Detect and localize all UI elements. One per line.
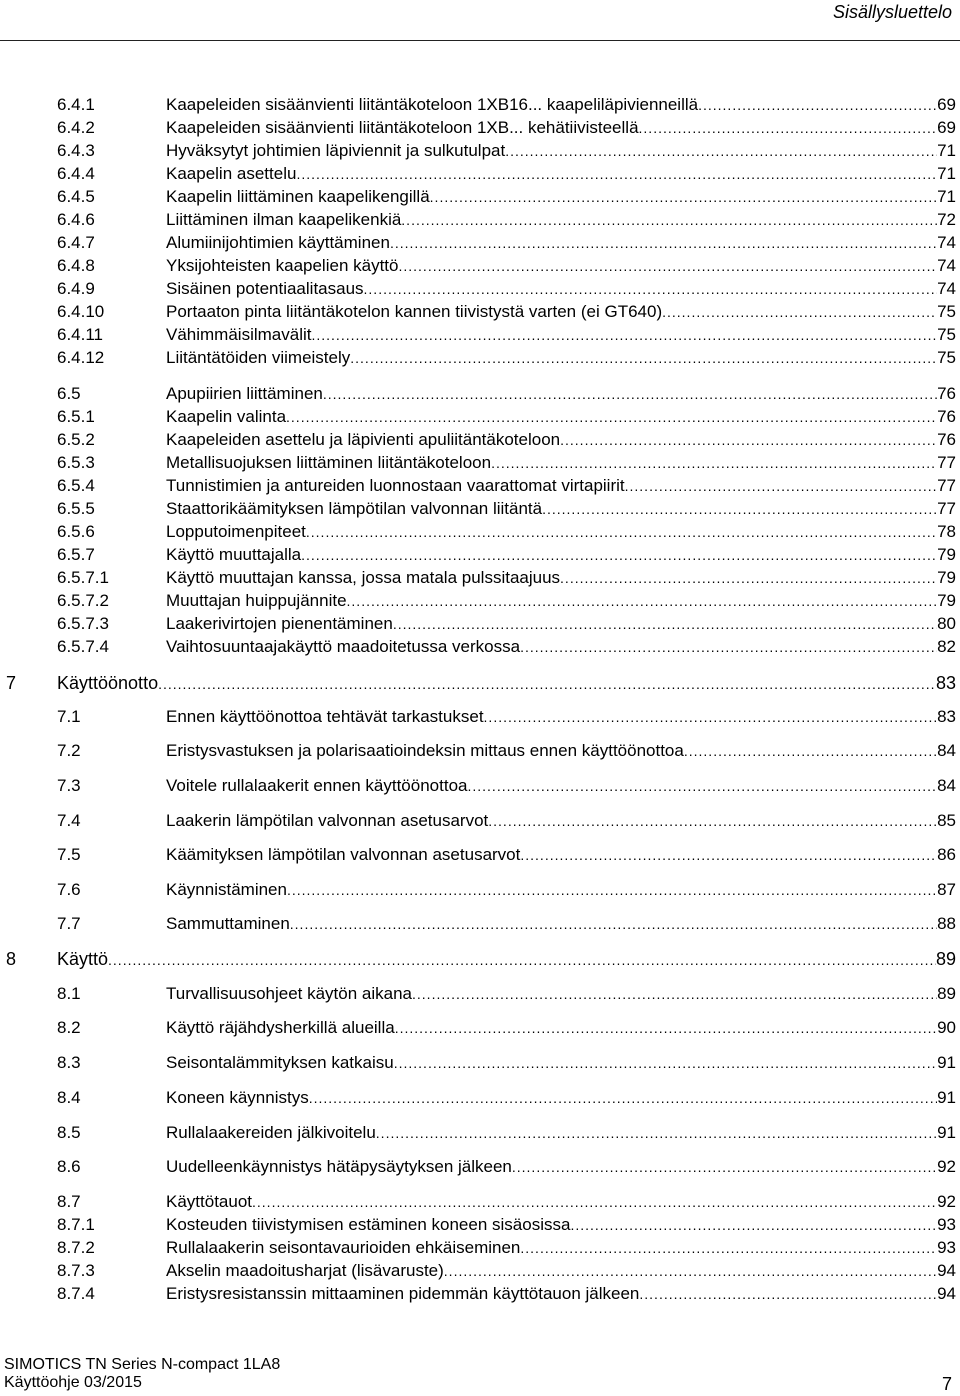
toc-entry-page: 71 xyxy=(937,187,956,206)
toc-dot-leader xyxy=(520,844,937,866)
toc-entry-title: Kaapelin valinta xyxy=(166,407,287,426)
toc-entry-number: 7.3 xyxy=(57,776,81,795)
toc-dot-leader xyxy=(625,475,937,497)
toc-entry-number: 6.4.8 xyxy=(57,256,95,275)
toc-entry-title: Käyttö xyxy=(57,949,109,969)
toc-dot-leader xyxy=(287,879,937,901)
toc-entry-number: 6.4.2 xyxy=(57,118,95,137)
toc-entry-page: 89 xyxy=(935,949,956,969)
toc-entry-title: Kaapeleiden sisäänvienti liitäntäkoteloon 1XB... kehätiivisteellä xyxy=(166,118,639,137)
toc-entry-number: 6.4.7 xyxy=(57,233,95,252)
toc-entry-page: 85 xyxy=(937,811,956,830)
toc-dot-leader xyxy=(570,1214,937,1236)
toc-entry-number: 7.5 xyxy=(57,845,81,864)
toc-entry-number: 7.4 xyxy=(57,811,81,830)
toc-entry[interactable] xyxy=(0,1017,960,1039)
toc-entry-title: Apupiirien liittäminen xyxy=(166,384,323,403)
toc-entry-page: 77 xyxy=(937,453,956,472)
toc-entry-page: 79 xyxy=(937,591,956,610)
toc-dot-leader xyxy=(158,673,936,695)
toc-entry-page: 89 xyxy=(937,984,956,1003)
toc-dot-leader xyxy=(444,1260,937,1282)
toc-entry[interactable] xyxy=(0,613,960,635)
toc-dot-leader xyxy=(296,163,937,185)
toc-entry-number: 6.5.7.4 xyxy=(57,637,109,656)
toc-entry-page: 76 xyxy=(937,407,956,426)
toc-dot-leader xyxy=(376,1122,937,1144)
toc-entry-title: Akselin maadoitusharjat (lisävaruste) xyxy=(166,1261,444,1280)
toc-dot-leader xyxy=(505,140,937,162)
toc-entry[interactable] xyxy=(0,278,960,300)
toc-entry-page: 91 xyxy=(937,1123,956,1142)
toc-entry-title: Eristysresistanssin mittaaminen pidemmän käyttötauon jälkeen xyxy=(166,1284,640,1303)
toc-dot-leader xyxy=(520,636,937,658)
toc-entry-page: 94 xyxy=(937,1261,956,1280)
toc-entry-number: 8.7.1 xyxy=(57,1215,95,1234)
toc-entry-page: 78 xyxy=(937,522,956,541)
toc-entry-page: 71 xyxy=(937,164,956,183)
toc-entry[interactable] xyxy=(0,1122,960,1144)
toc-entry-number: 6.5.1 xyxy=(57,407,95,426)
toc-entry-title: Vähimmäisilmavälit xyxy=(166,325,312,344)
toc-entry-title: Rullalaakerin seisontavaurioiden ehkäiseminen xyxy=(166,1238,521,1257)
toc-entry[interactable] xyxy=(0,636,960,658)
toc-dot-leader xyxy=(491,452,937,474)
toc-entry-page: 93 xyxy=(937,1215,956,1234)
toc-entry-title: Kaapelin asettelu xyxy=(166,164,297,183)
toc-entry-page: 80 xyxy=(937,614,956,633)
toc-dot-leader xyxy=(560,567,937,589)
toc-entry-page: 79 xyxy=(937,568,956,587)
toc-entry-number: 8 xyxy=(6,949,17,969)
toc-entry[interactable] xyxy=(0,452,960,474)
toc-entry-title: Kaapeleiden sisäänvienti liitäntäkoteloon 1XB16... kaapeliläpivienneillä xyxy=(166,95,699,114)
toc-entry[interactable] xyxy=(0,1237,960,1259)
toc-entry-page: 90 xyxy=(937,1018,956,1037)
toc-dot-leader xyxy=(395,1017,937,1039)
toc-entry-number: 6.4.9 xyxy=(57,279,95,298)
toc-entry-page: 91 xyxy=(937,1053,956,1072)
toc-entry-page: 91 xyxy=(937,1088,956,1107)
toc-entry-title: Muuttajan huippujännite xyxy=(166,591,347,610)
toc-entry-page: 72 xyxy=(937,210,956,229)
toc-entry-number: 6.5.7.2 xyxy=(57,591,109,610)
toc-entry-title: Voitele rullalaakerit ennen käyttöönottoa xyxy=(166,776,468,795)
toc-entry[interactable] xyxy=(0,140,960,162)
toc-dot-leader xyxy=(662,301,937,323)
toc-entry[interactable] xyxy=(0,1156,960,1178)
toc-entry-number: 6.4.4 xyxy=(57,164,95,183)
toc-entry[interactable] xyxy=(0,567,960,589)
toc-entry-page: 77 xyxy=(937,499,956,518)
toc-entry-number: 8.7 xyxy=(57,1192,81,1211)
toc-entry-number: 6.5.4 xyxy=(57,476,95,495)
toc-entry-number: 7.2 xyxy=(57,741,81,760)
toc-dot-leader xyxy=(286,406,937,428)
toc-entry-title: Käyttötauot xyxy=(166,1192,253,1211)
toc-entry-title: Ennen käyttöönottoa tehtävät tarkastukset xyxy=(166,707,484,726)
toc-entry[interactable] xyxy=(0,406,960,428)
toc-entry-title: Portaaton pinta liitäntäkotelon kannen tiivistystä varten (ei GT640) xyxy=(166,302,663,321)
toc-entry[interactable] xyxy=(0,1052,960,1074)
footer-manual: Käyttöohje 03/2015 xyxy=(4,1374,142,1391)
toc-entry-title: Sammuttaminen xyxy=(166,914,290,933)
toc-entry-number: 8.1 xyxy=(57,984,81,1003)
toc-entry-title: Käämityksen lämpötilan valvonnan asetusarvot xyxy=(166,845,521,864)
toc-entry-number: 8.6 xyxy=(57,1157,81,1176)
toc-dot-leader xyxy=(364,278,938,300)
toc-entry-number: 8.7.2 xyxy=(57,1238,95,1257)
toc-entry-number: 6.5 xyxy=(57,384,81,403)
toc-entry-page: 93 xyxy=(937,1238,956,1257)
toc-entry[interactable] xyxy=(0,498,960,520)
toc-entry-page: 71 xyxy=(937,141,956,160)
toc-entry-number: 6.4.5 xyxy=(57,187,95,206)
toc-entry[interactable] xyxy=(0,324,960,346)
toc-dot-leader xyxy=(306,521,937,543)
toc-entry[interactable] xyxy=(0,590,960,612)
toc-entry-page: 94 xyxy=(937,1284,956,1303)
toc-entry[interactable] xyxy=(0,429,960,451)
toc-entry-page: 74 xyxy=(937,233,956,252)
toc-entry-number: 6.5.3 xyxy=(57,453,95,472)
toc-entry[interactable] xyxy=(0,775,960,797)
toc-entry-number: 6.5.5 xyxy=(57,499,95,518)
footer xyxy=(4,1356,280,1392)
toc-dot-leader xyxy=(390,232,937,254)
toc-entry-title: Eristysvastuksen ja polarisaatioindeksin mittaus ennen käyttöönottoa xyxy=(166,741,684,760)
toc-entry-title: Kosteuden tiivistymisen estäminen koneen sisäosissa xyxy=(166,1215,571,1234)
toc-entry[interactable] xyxy=(0,740,960,762)
footer-product: SIMOTICS TN Series N-compact 1LA8 xyxy=(4,1356,281,1373)
toc-dot-leader xyxy=(698,94,937,116)
toc-entry[interactable] xyxy=(0,879,960,901)
toc-entry-page: 76 xyxy=(937,430,956,449)
toc-entry-page: 88 xyxy=(937,914,956,933)
toc-dot-leader xyxy=(488,810,937,832)
toc-entry-title: Tunnistimien ja antureiden luonnostaan vaarattomat virtapiirit xyxy=(166,476,625,495)
toc-entry-title: Seisontalämmityksen katkaisu xyxy=(166,1053,394,1072)
toc-entry-page: 84 xyxy=(937,776,956,795)
toc-entry-number: 6.5.2 xyxy=(57,430,95,449)
toc-entry[interactable] xyxy=(0,544,960,566)
toc-entry-page: 92 xyxy=(937,1157,956,1176)
toc-entry-title: Metallisuojuksen liittäminen liitäntäkoteloon xyxy=(166,453,492,472)
toc-entry[interactable] xyxy=(0,475,960,497)
toc-entry-title: Staattorikäämityksen lämpötilan valvonnan liitäntä xyxy=(166,499,543,518)
toc-chapter-entry[interactable] xyxy=(0,672,960,694)
toc-entry[interactable] xyxy=(0,186,960,208)
toc-dot-leader xyxy=(393,613,937,635)
toc-entry-title: Rullalaakereiden jälkivoitelu xyxy=(166,1123,376,1142)
toc-entry-number: 6.5.7.1 xyxy=(57,568,109,587)
toc-entry-page: 83 xyxy=(937,707,956,726)
toc-entry-title: Hyväksytyt johtimien läpiviennit ja sulkutulpat xyxy=(166,141,506,160)
toc-entry[interactable] xyxy=(0,1191,960,1213)
toc-entry-number: 6.4.1 xyxy=(57,95,95,114)
toc-entry-number: 7.1 xyxy=(57,707,81,726)
toc-entry-title: Kaapeleiden asettelu ja läpivienti apuliitäntäkoteloon xyxy=(166,430,561,449)
toc-dot-leader xyxy=(430,186,937,208)
toc-entry[interactable] xyxy=(0,521,960,543)
toc-entry[interactable] xyxy=(0,706,960,728)
toc-dot-leader xyxy=(467,775,937,797)
toc-entry[interactable] xyxy=(0,232,960,254)
toc-entry-title: Sisäinen potentiaalitasaus xyxy=(166,279,364,298)
toc-dot-leader xyxy=(684,740,937,762)
toc-entry-page: 75 xyxy=(937,348,956,367)
toc-entry-number: 8.5 xyxy=(57,1123,81,1142)
toc-entry-title: Vaihtosuuntaajakäyttö maadoitetussa verkossa xyxy=(166,637,521,656)
toc-entry[interactable] xyxy=(0,94,960,116)
header-rule xyxy=(0,40,960,41)
toc-dot-leader xyxy=(512,1156,937,1178)
toc-entry-number: 6.5.7.3 xyxy=(57,614,109,633)
toc-entry-number: 6.5.7 xyxy=(57,545,95,564)
toc-entry-title: Turvallisuusohjeet käytön aikana xyxy=(166,984,413,1003)
toc-dot-leader xyxy=(398,255,937,277)
toc-entry-title: Liitäntätöiden viimeistely xyxy=(166,348,351,367)
toc-entry[interactable] xyxy=(0,255,960,277)
toc-entry[interactable] xyxy=(0,810,960,832)
toc-dot-leader xyxy=(323,383,937,405)
toc-entry-page: 84 xyxy=(937,741,956,760)
toc-entry[interactable] xyxy=(0,117,960,139)
page-number: 7 xyxy=(941,1374,952,1394)
toc-entry[interactable] xyxy=(0,1260,960,1282)
toc-dot-leader xyxy=(412,983,937,1005)
toc-entry-title: Käynnistäminen xyxy=(166,880,287,899)
toc-entry-page: 87 xyxy=(937,880,956,899)
toc-entry-title: Uudelleenkäynnistys hätäpysäytyksen jälkeen xyxy=(166,1157,512,1176)
toc-dot-leader xyxy=(639,1283,937,1305)
toc-dot-leader xyxy=(290,913,937,935)
toc-entry-title: Alumiinijohtimien käyttäminen xyxy=(166,233,390,252)
toc-entry-number: 6.5.6 xyxy=(57,522,95,541)
toc-entry-title: Liittäminen ilman kaapelikenkiä xyxy=(166,210,402,229)
toc-entry[interactable] xyxy=(0,983,960,1005)
toc-entry-number: 8.7.3 xyxy=(57,1261,95,1280)
toc-entry[interactable] xyxy=(0,209,960,231)
toc-entry-title: Käyttöönotto xyxy=(57,673,159,693)
toc-entry-page: 74 xyxy=(937,256,956,275)
toc-dot-leader xyxy=(301,544,937,566)
toc-chapter-entry[interactable] xyxy=(0,948,960,970)
toc-entry-title: Käyttö muuttajalla xyxy=(166,545,302,564)
toc-entry[interactable] xyxy=(0,347,960,369)
toc-entry[interactable] xyxy=(0,383,960,405)
toc-entry-page: 74 xyxy=(937,279,956,298)
toc-entry-page: 86 xyxy=(937,845,956,864)
toc-entry-title: Yksijohteisten kaapelien käyttö xyxy=(166,256,399,275)
toc-dot-leader xyxy=(252,1191,937,1213)
toc-entry[interactable] xyxy=(0,1087,960,1109)
toc-dot-leader xyxy=(394,1052,937,1074)
toc-dot-leader xyxy=(520,1237,937,1259)
toc-entry-page: 76 xyxy=(937,384,956,403)
toc-entry-number: 8.7.4 xyxy=(57,1284,95,1303)
toc-dot-leader xyxy=(560,429,937,451)
toc-entry-title: Laakerin lämpötilan valvonnan asetusarvot xyxy=(166,811,489,830)
toc-dot-leader xyxy=(311,324,937,346)
toc-entry[interactable] xyxy=(0,163,960,185)
toc-entry-page: 75 xyxy=(937,302,956,321)
toc-entry[interactable] xyxy=(0,844,960,866)
toc-entry[interactable] xyxy=(0,1214,960,1236)
toc-dot-leader xyxy=(347,590,938,612)
toc-entry-number: 7.6 xyxy=(57,880,81,899)
toc-entry-title: Lopputoimenpiteet xyxy=(166,522,306,541)
toc-dot-leader xyxy=(309,1087,937,1109)
toc-entry[interactable] xyxy=(0,301,960,323)
toc-entry[interactable] xyxy=(0,913,960,935)
toc-entry-number: 8.3 xyxy=(57,1053,81,1072)
toc-entry-page: 92 xyxy=(937,1192,956,1211)
toc-entry-title: Käyttö muuttajan kanssa, jossa matala pulssitaajuus xyxy=(166,568,561,587)
toc-entry-number: 6.4.3 xyxy=(57,141,95,160)
toc-entry-page: 75 xyxy=(937,325,956,344)
toc-entry-number: 7 xyxy=(6,673,17,693)
toc-dot-leader xyxy=(401,209,937,231)
toc-entry-title: Käyttö räjähdysherkillä alueilla xyxy=(166,1018,395,1037)
toc-entry-number: 6.4.6 xyxy=(57,210,95,229)
toc-entry-title: Kaapelin liittäminen kaapelikengillä xyxy=(166,187,430,206)
toc-dot-leader xyxy=(350,347,937,369)
toc-entry-title: Koneen käynnistys xyxy=(166,1088,309,1107)
section-title: Sisällysluettelo xyxy=(832,2,952,22)
toc-entry-page: 83 xyxy=(935,673,956,693)
toc-entry-number: 8.2 xyxy=(57,1018,81,1037)
toc-dot-leader xyxy=(108,949,936,971)
toc-entry-page: 69 xyxy=(937,118,956,137)
toc-entry-page: 79 xyxy=(937,545,956,564)
toc-entry-number: 8.4 xyxy=(57,1088,81,1107)
toc-entry-page: 69 xyxy=(937,95,956,114)
toc-entry-number: 6.4.10 xyxy=(57,302,105,321)
toc-entry-page: 82 xyxy=(937,637,956,656)
toc-entry-page: 77 xyxy=(937,476,956,495)
toc-entry-number: 6.4.12 xyxy=(57,348,105,367)
toc-entry-title: Laakerivirtojen pienentäminen xyxy=(166,614,393,633)
toc-dot-leader xyxy=(542,498,937,520)
toc-entry-number: 6.4.11 xyxy=(57,325,104,344)
toc-entry[interactable] xyxy=(0,1283,960,1305)
toc-entry-number: 7.7 xyxy=(57,914,81,933)
toc-dot-leader xyxy=(484,706,938,728)
toc-dot-leader xyxy=(639,117,938,139)
